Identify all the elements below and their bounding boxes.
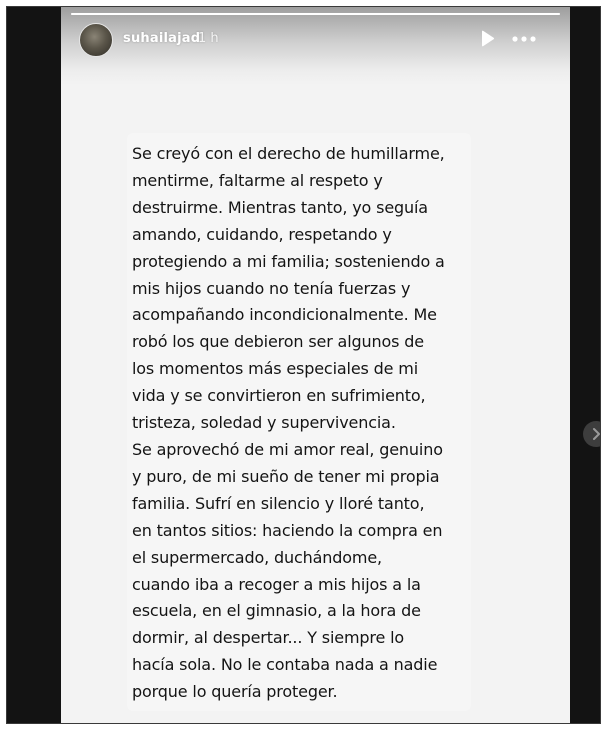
post-time: 1 h: [198, 31, 219, 46]
story-header: [61, 7, 570, 85]
story-progress-bar: [71, 13, 560, 15]
play-button[interactable]: [477, 29, 497, 49]
story-text: Se creyó con el derecho de humillarme, mentirme, faltarme al respeto y destruirme. Mientras tanto, yo seguía amando, cuidando, respetando y protegiendo a mi familia; sosteniendo a mis hijos cuando no tenía fuerzas y acompañando incondicionalmente. Me robó los que debieron ser algunos de los momentos más especiales de mi vida y se convirtieron en sufrimiento, tristeza, soledad y supervivencia. Se aprovechó de mi amor real, genuino y puro, de mi sueño de tener mi propia familia. Sufrí en silencio y lloré tanto, en tantos sitios: haciendo la compra en el supermercado, duchándome, cuando iba a recoger a mis hijos a la escuela, en el gimnasio, a la hora de dormir, al despertar... Y siempre lo hacía sola. No le contaba nada a nadie porque lo quería proteger.: [132, 144, 445, 702]
story-progress-fill: [71, 13, 560, 15]
username[interactable]: suhailajad: [123, 31, 201, 46]
avatar[interactable]: [79, 23, 113, 57]
next-story-button[interactable]: [583, 421, 601, 447]
story-viewer: [6, 6, 601, 724]
more-horizontal-icon: [511, 31, 537, 47]
chevron-right-icon: [583, 421, 601, 447]
play-icon: [477, 29, 497, 49]
more-options-button[interactable]: [511, 31, 537, 47]
story-panel[interactable]: [61, 7, 570, 724]
